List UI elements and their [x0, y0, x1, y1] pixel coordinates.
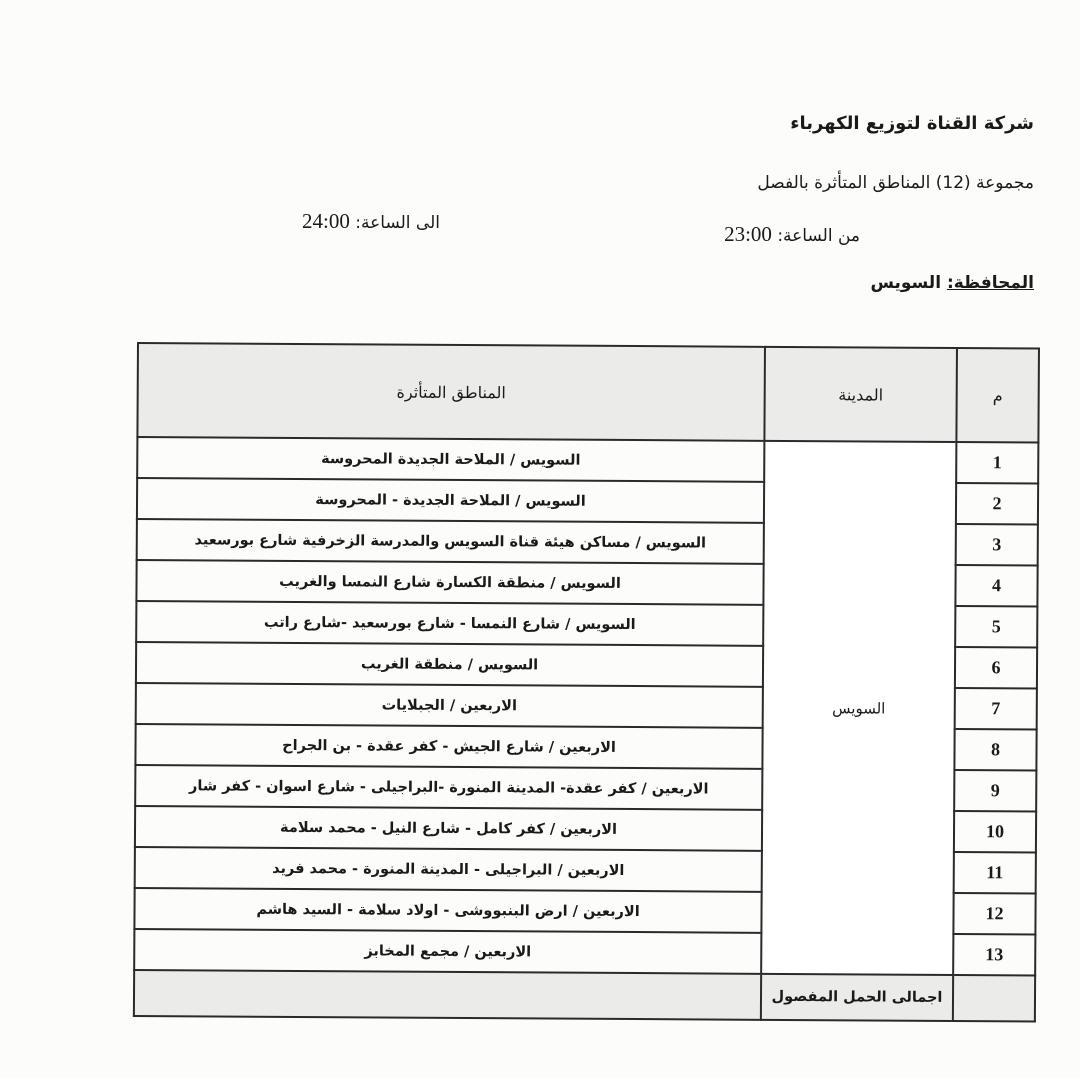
row-area: السويس / شارع النمسا - شارع بورسعيد -شارع راتب: [136, 601, 763, 646]
row-num: 11: [954, 852, 1036, 894]
from-time-value: 23:00: [724, 222, 772, 246]
total-num-cell: [953, 975, 1035, 1022]
row-num: 9: [954, 770, 1036, 812]
total-load-label: اجمالى الحمل المفصول: [761, 974, 953, 1021]
from-time-label: من الساعة:: [777, 226, 860, 246]
row-area: الاربعين / الجبلايات: [136, 683, 763, 728]
row-num: 2: [956, 483, 1038, 525]
governorate: [870, 273, 1034, 293]
row-area: السويس / منطقة الكسارة شارع النمسا والغريب: [136, 560, 763, 605]
governorate-value: السويس: [870, 273, 942, 293]
row-area: السويس / الملاحة الجديدة - المحروسة: [137, 478, 764, 523]
row-area: السويس / مساكن هيئة قناة السويس والمدرسة الزخرفية شارع بورسعيد: [137, 519, 764, 564]
row-area: الاربعين / كفر عقدة- المدينة المنورة -البراجيلى - شارع اسوان - كفر شار: [135, 765, 762, 810]
to-time-label: الى الساعة:: [355, 213, 440, 233]
row-area: الاربعين / شارع الجيش - كفر عقدة - بن الجراح: [135, 724, 762, 769]
total-load-value: [134, 970, 761, 1020]
row-area: السويس / الملاحة الجديدة المحروسة: [137, 437, 764, 482]
row-num: 13: [953, 934, 1035, 976]
row-area: السويس / منطقة الغريب: [136, 642, 763, 687]
row-num: 12: [953, 893, 1035, 935]
row-num: 7: [955, 688, 1037, 730]
row-area: الاربعين / البراجيلى - المدينة المنورة - محمد فريد: [135, 847, 762, 892]
header-city: المدينة: [764, 347, 957, 442]
row-num: 1: [956, 442, 1038, 484]
from-time: [724, 222, 860, 247]
row-area: الاربعين / كفر كامل - شارع النيل - محمد سلامة: [135, 806, 762, 851]
group-title: مجموعة (12) المناطق المتأثرة بالفصل: [757, 173, 1034, 193]
table-header-row: [137, 343, 1039, 443]
to-time-value: 24:00: [302, 209, 350, 233]
row-num: 8: [954, 729, 1036, 771]
row-num: 5: [955, 606, 1037, 648]
row-area: الاربعين / مجمع المخابز: [134, 929, 761, 974]
header-num: م: [956, 348, 1039, 442]
row-num: 10: [954, 811, 1036, 853]
city-cell: السويس: [761, 441, 956, 975]
affected-areas-table: [133, 342, 1040, 1023]
row-num: 4: [955, 565, 1037, 607]
governorate-label: المحافظة:: [946, 273, 1034, 293]
header-areas: المناطق المتأثرة: [137, 343, 765, 441]
row-num: 6: [955, 647, 1037, 689]
to-time: [302, 209, 440, 234]
row-area: الاربعين / ارض البنبووشى - اولاد سلامة - السيد هاشم: [134, 888, 761, 933]
row-num: 3: [956, 524, 1038, 566]
company-name: شركة القناة لتوزيع الكهرباء: [790, 113, 1034, 134]
table-row: [137, 437, 1038, 484]
total-row: [134, 970, 1035, 1022]
